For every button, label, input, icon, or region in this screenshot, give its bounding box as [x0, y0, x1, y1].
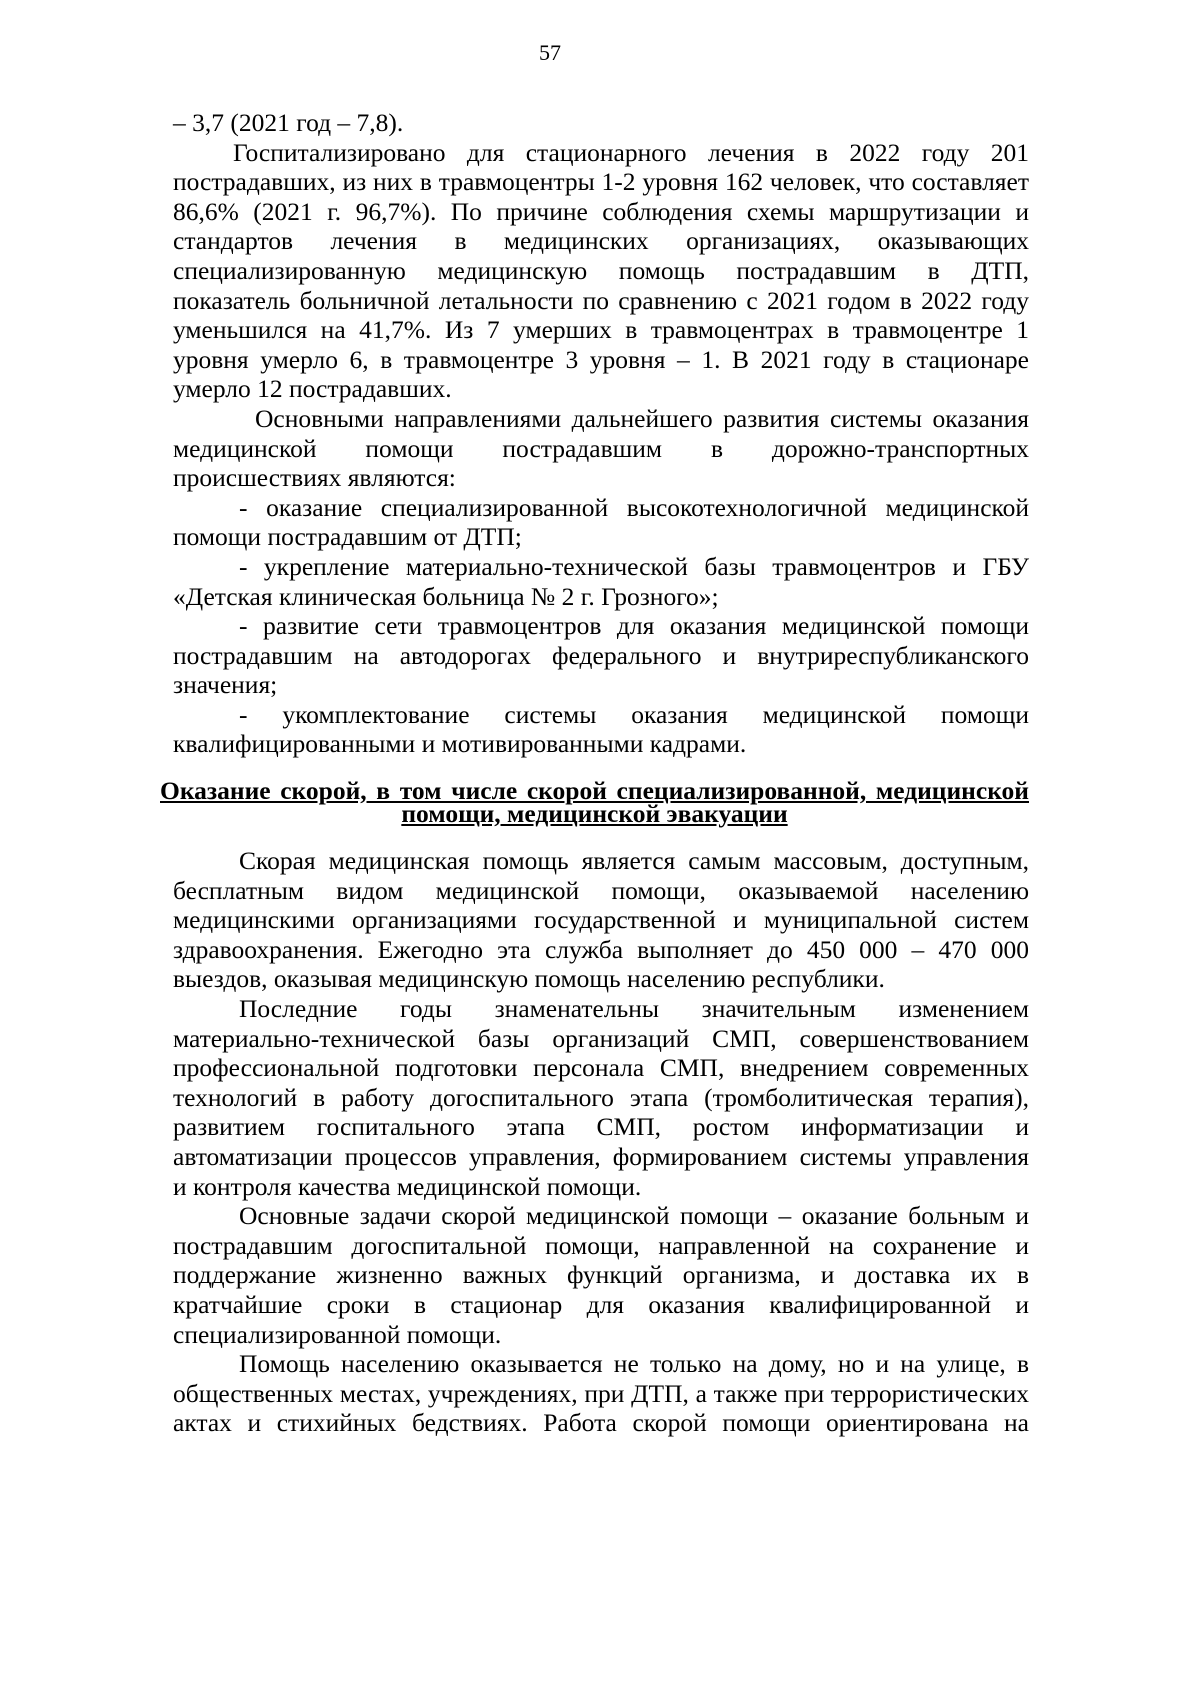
text-line: уровня умерло 6, в травмоцентре 3 уровня – 1. В 2021 году в стационаре	[173, 344, 1029, 374]
text-line: помощи пострадавшим от ДТП;	[173, 522, 522, 552]
text-line: пострадавшим на автодорогах федерального и внутриреспубликанского	[173, 640, 1029, 670]
paragraphs-bottom	[173, 846, 1029, 1438]
text-line: медицинской помощи пострадавшим в дорожно-транспортных	[173, 433, 1029, 463]
text-line: 86,6% (2021 г. 96,7%). По причине соблюдения схемы маршрутизации и	[173, 196, 1029, 226]
text-line: актах и стихийных бедствиях. Работа скорой помощи ориентирована на	[173, 1408, 1029, 1438]
text-line: здравоохранения. Ежегодно эта служба выполняет до 450 000 – 470 000	[173, 934, 1029, 964]
text-line: - развитие сети травмоцентров для оказания медицинской помощи	[239, 611, 1029, 641]
text-line: уменьшился на 41,7%. Из 7 умерших в травмоцентрах в травмоцентре 1	[173, 315, 1029, 345]
text-line: бесплатным видом медицинской помощи, оказываемой населению	[173, 875, 1029, 905]
text-line: кратчайшие сроки в стационар для оказания квалифицированной и	[173, 1289, 1029, 1319]
text-line: квалифицированными и мотивированными кадрами.	[173, 729, 747, 759]
text-line: автоматизации процессов управления, формированием системы управления	[173, 1141, 1029, 1171]
text-line: Госпитализировано для стационарного лечения в 2022 году 201	[233, 137, 1029, 167]
text-line: поддержание жизненно важных функций организма, и доставка их в	[173, 1260, 1029, 1290]
text-line: развитием госпитального этапа СМП, ростом информатизации и	[173, 1112, 1029, 1142]
text-line: Основными направлениями дальнейшего развития системы оказания	[255, 403, 1029, 433]
text-line: технологий в работу догоспитального этапа (тромболитическая терапия),	[173, 1082, 1029, 1112]
text-line: медицинскими организациями государственной и муниципальной систем	[173, 905, 1029, 935]
text-line: - оказание специализированной высокотехнологичной медицинской	[239, 492, 1029, 522]
text-line: - укомплектование системы оказания медицинской помощи	[239, 699, 1029, 729]
text-line: «Детская клиническая больница № 2 г. Грозного»;	[173, 581, 719, 611]
section-heading-line-2: помощи, медицинской эвакуации	[401, 799, 788, 828]
text-line: пострадавших, из них в травмоцентры 1-2 уровня 162 человек, что составляет	[173, 167, 1029, 197]
section-heading	[160, 776, 1029, 828]
text-line: Помощь населению оказывается не только на дому, но и на улице, в	[239, 1349, 1029, 1379]
paragraphs-top	[173, 108, 1029, 759]
text-line: Последние годы знаменательны значительным изменением	[239, 993, 1029, 1023]
section-heading-line-1: Оказание скорой, в том числе скорой специализированной, медицинской	[160, 776, 1029, 805]
text-line: – 3,7 (2021 год – 7,8).	[173, 108, 404, 137]
text-line: показатель больничной летальности по сравнению с 2021 годом в 2022 году	[173, 285, 1029, 315]
text-line: специализированную медицинскую помощь пострадавшим в ДТП,	[173, 255, 1029, 285]
text-line: общественных местах, учреждениях, при ДТП, а также при террористических	[173, 1378, 1029, 1408]
text-line: Скорая медицинская помощь является самым массовым, доступным,	[239, 846, 1029, 875]
page-number: 57	[539, 40, 561, 65]
text-line: происшествиях являются:	[173, 463, 456, 493]
text-line: выездов, оказывая медицинскую помощь населению республики.	[173, 964, 885, 994]
text-line: пострадавшим догоспитальной помощи, направленной на сохранение и	[173, 1230, 1029, 1260]
text-line: умерло 12 пострадавших.	[173, 374, 452, 404]
text-line: - укрепление материально-технической базы травмоцентров и ГБУ	[239, 551, 1029, 581]
text-line: стандартов лечения в медицинских организациях, оказывающих	[173, 226, 1029, 256]
text-line: профессиональной подготовки персонала СМП, внедрением современных	[173, 1053, 1029, 1083]
text-line: Основные задачи скорой медицинской помощи – оказание больным и	[239, 1201, 1029, 1231]
text-line: и контроля качества медицинской помощи.	[173, 1171, 642, 1201]
text-line: значения;	[173, 670, 278, 700]
text-line: специализированной помощи.	[173, 1319, 502, 1349]
text-line: материально-технической базы организаций СМП, совершенствованием	[173, 1023, 1029, 1053]
